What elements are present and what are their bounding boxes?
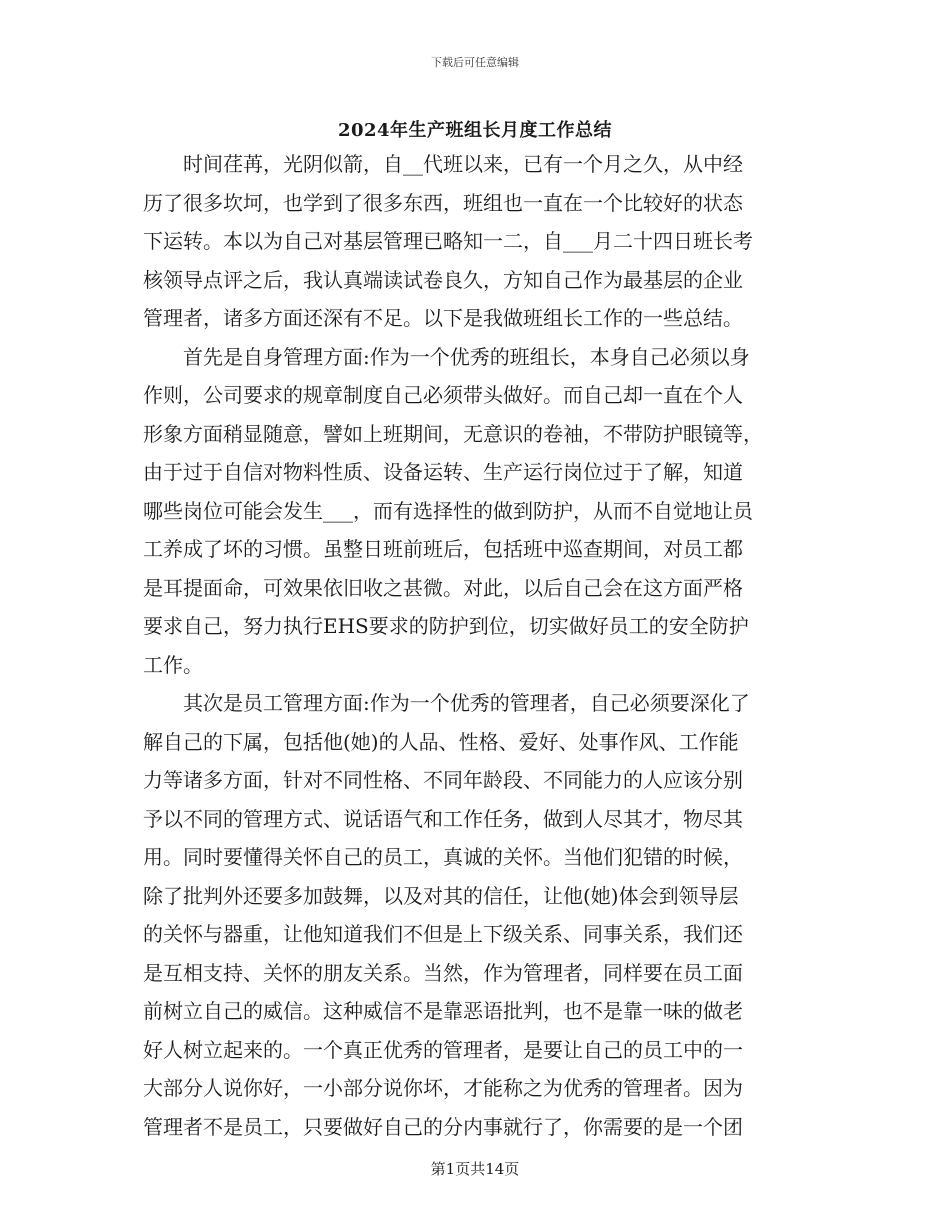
text-line: 管理者不是员工，只要做好自己的分内事就行了，你需要的是一个团 [143,1114,743,1139]
text-line: 除了批判外还要多加鼓舞，以及对其的信任，让他(她)体会到领导层 [143,883,739,908]
text-line: 解自己的下属，包括他(她)的人品、性格、爱好、处事作风、工作能 [143,729,739,754]
text-line: 形象方面稍显随意，譬如上班期间，无意识的卷袖，不带防护眼镜等， [143,421,763,446]
text-line: 首先是自身管理方面:作为一个优秀的班组长，本身自己必须以身 [143,344,750,369]
page-header-note: 下载后可任意编辑 [431,56,519,69]
text-line: 其次是员工管理方面:作为一个优秀的管理者，自己必须要深化了 [143,691,750,715]
text-line: 大部分人说你好，一小部分说你坏，才能称之为优秀的管理者。因为 [143,1076,743,1100]
text-line: 工作。 [143,652,203,677]
document-title: 2024年生产班组长月度工作总结 [337,120,613,141]
text-line: 工养成了坏的习惯。虽整日班前班后，包括班中巡查期间，对员工都 [143,537,743,561]
text-line: 时间荏苒，光阴似箭，自__代班以来，已有一个月之久，从中经 [143,152,743,176]
page-number: 第1页共14页 [430,1160,520,1178]
text-line: 用。同时要懂得关怀自己的员工，真诚的关怀。当他们犯错的时候， [143,845,743,869]
text-line: 哪些岗位可能会发生___，而有选择性的做到防护，从而不自觉地让员 [143,498,753,523]
document-body [143,145,808,1146]
text-line: 力等诸多方面，针对不同性格、不同年龄段、不同能力的人应该分别 [143,768,743,792]
text-line: 前树立自己的威信。这种威信不是靠恶语批判，也不是靠一味的做老 [143,999,743,1023]
text-line: 要求自己，努力执行EHS要求的防护到位，切实做好员工的安全防护 [143,614,749,638]
text-line: 好人树立起来的。一个真正优秀的管理者，是要让自己的员工中的一 [143,1037,743,1062]
text-line: 予以不同的管理方式、说话语气和工作任务，做到人尽其才，物尽其 [143,806,743,831]
text-line: 管理者，诸多方面还深有不足。以下是我做班组长工作的一些总结。 [143,306,743,330]
text-line: 作则，公司要求的规章制度自己必须带头做好。而自己却一直在个人 [143,383,743,407]
text-line: 核领导点评之后，我认真端读试卷良久，方知自己作为最基层的企业 [143,267,743,292]
text-line: 下运转。本以为自己对基层管理已略知一二，自___月二十四日班长考 [143,229,753,253]
text-line: 历了很多坎坷，也学到了很多东西，班组也一直在一个比较好的状态 [143,190,743,215]
text-line: 是互相支持、关怀的朋友关系。当然，作为管理者，同样要在员工面 [143,960,743,985]
text-line: 由于过于自信对物料性质、设备运转、生产运行岗位过于了解，知道 [143,460,743,484]
text-line: 的关怀与器重，让他知道我们不但是上下级关系、同事关系，我们还 [143,922,743,946]
text-line: 是耳提面命，可效果依旧收之甚微。对此，以后自己会在这方面严格 [143,575,743,600]
